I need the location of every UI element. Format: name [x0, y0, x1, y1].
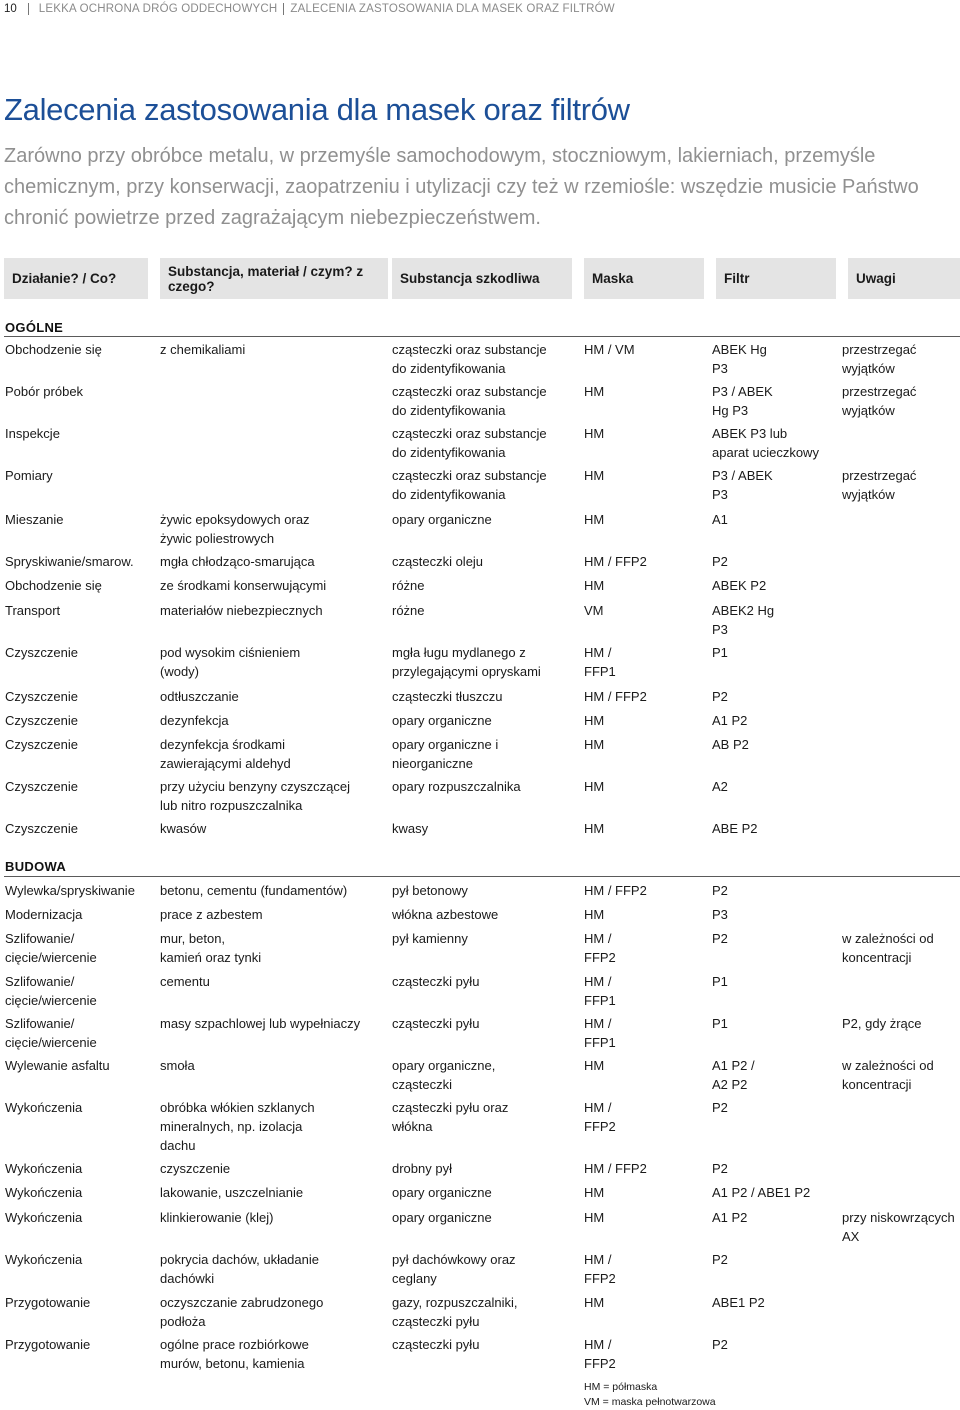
cell-mask: VM [584, 603, 604, 618]
cell-mask: HM / FFP2 [584, 883, 647, 898]
cell-action: Wykończenia [5, 1252, 83, 1267]
cell-action: Pomiary [5, 468, 53, 483]
cell-substance: pokrycia dachów, układanie dachówki [160, 1252, 319, 1286]
cell-action: Modernizacja [5, 907, 83, 922]
cell-filter: A1 P2 / A2 P2 [712, 1058, 755, 1092]
cell-substance: pod wysokim ciśnieniem (wody) [160, 645, 301, 679]
cell-action: Inspekcje [5, 426, 60, 441]
cell-substance: dezynfekcja [160, 713, 229, 728]
cell-hazard: cząsteczki pyłu oraz włókna [392, 1100, 509, 1134]
cell-substance: ogólne prace rozbiórkowe murów, betonu, kamienia [160, 1337, 309, 1371]
cell-substance: betonu, cementu (fundamentów) [160, 883, 348, 898]
cell-hazard: cząsteczki pyłu [392, 1016, 480, 1031]
column-header-hazard: Substancja szkodliwa [392, 258, 572, 299]
cell-mask: HM / FFP2 [584, 931, 616, 965]
cell-filter: P2 [712, 931, 728, 946]
cell-substance: cementu [160, 974, 210, 989]
cell-action: Spryskiwanie/smarow. [5, 554, 134, 569]
cell-filter: P2 [712, 883, 728, 898]
legend-hm: HM = półmaska [584, 1381, 658, 1393]
cell-substance: odtłuszczanie [160, 689, 239, 704]
cell-action: Czyszczenie [5, 645, 78, 660]
cell-hazard: cząsteczki pyłu [392, 974, 480, 989]
cell-action: Szlifowanie/ cięcie/wiercenie [5, 1016, 97, 1050]
cell-mask: HM / VM [584, 342, 635, 357]
cell-substance: żywic epoksydowych oraz żywic poliestrowych [160, 512, 310, 546]
cell-notes: w zależności od koncentracji [842, 931, 934, 965]
cell-substance: mur, beton, kamień oraz tynki [160, 931, 262, 965]
cell-filter: A2 [712, 779, 728, 794]
cell-filter: A1 P2 / ABE1 P2 [712, 1185, 811, 1200]
cell-hazard: opary organiczne i nieorganiczne [392, 737, 499, 771]
cell-hazard: cząsteczki oleju [392, 554, 484, 569]
cell-filter: P2 [712, 554, 728, 569]
cell-notes: przestrzegać wyjątków [842, 342, 917, 376]
cell-filter: A1 P2 [712, 713, 748, 728]
column-header-filter: Filtr [716, 258, 836, 299]
cell-hazard: różne [392, 578, 425, 593]
cell-substance: kwasów [160, 821, 207, 836]
cell-mask: HM [584, 821, 605, 836]
cell-action: Szlifowanie/ cięcie/wiercenie [5, 931, 97, 965]
cell-filter: P1 [712, 1016, 728, 1031]
cell-hazard: cząsteczki oraz substancje do zidentyfikowania [392, 342, 547, 376]
cell-filter: P1 [712, 645, 728, 660]
cell-filter: P1 [712, 974, 728, 989]
breadcrumb-section: LEKKA OCHRONA DRÓG ODDECHOWYCH [38, 3, 278, 15]
cell-action: Mieszanie [5, 512, 64, 527]
cell-mask: HM / FFP1 [584, 645, 616, 679]
cell-substance: oczyszczanie zabrudzonego podłoża [160, 1295, 324, 1329]
cell-mask: HM / FFP1 [584, 1016, 616, 1050]
cell-filter: P2 [712, 1252, 728, 1267]
cell-substance: prace z azbestem [160, 907, 263, 922]
header-divider [28, 3, 29, 15]
cell-hazard: opary organiczne [392, 713, 492, 728]
cell-action: Pobór próbek [5, 384, 84, 399]
cell-mask: HM [584, 1210, 605, 1225]
cell-filter: A1 [712, 512, 728, 527]
cell-action: Wykończenia [5, 1100, 83, 1115]
cell-action: Obchodzenie się [5, 342, 102, 357]
cell-filter: ABE1 P2 [712, 1295, 765, 1310]
cell-mask: HM [584, 468, 605, 483]
cell-filter: P3 / ABEK P3 [712, 468, 773, 502]
cell-mask: HM [584, 578, 605, 593]
cell-filter: P2 [712, 1161, 728, 1176]
intro-paragraph: Zarówno przy obróbce metalu, w przemyśle samochodowym, stoczniowym, lakierniach, przemyśle chemicznym, przy konserwacji, zaopatrzeniu i utylizacji czy też w rzemiośle: wszędzie musicie Państwo chronić powietrze przed zagrażającym niebezpieczeństwem. [4, 145, 919, 229]
cell-hazard: cząsteczki oraz substancje do zidentyfikowania [392, 468, 547, 502]
page-title: Zalecenia zastosowania dla masek oraz filtrów [4, 92, 630, 127]
legend-vm: VM = maska pełnotwarzowa [584, 1396, 716, 1408]
cell-mask: HM [584, 779, 605, 794]
cell-action: Przygotowanie [5, 1295, 91, 1310]
cell-hazard: mgła ługu mydlanego z przylegającymi opryskami [392, 645, 541, 679]
cell-mask: HM [584, 1295, 605, 1310]
section-divider [4, 336, 960, 337]
cell-action: Przygotowanie [5, 1337, 91, 1352]
cell-hazard: pył kamienny [392, 931, 468, 946]
cell-action: Wylewka/spryskiwanie [5, 883, 135, 898]
cell-action: Wykończenia [5, 1161, 83, 1176]
cell-filter: ABEK Hg P3 [712, 342, 767, 376]
cell-substance: smoła [160, 1058, 195, 1073]
section-divider [4, 876, 960, 877]
cell-substance: masy szpachlowej lub wypełniaczy [160, 1016, 361, 1031]
cell-hazard: cząsteczki oraz substancje do zidentyfikowania [392, 426, 547, 460]
section-heading: BUDOWA [5, 859, 67, 874]
cell-mask: HM [584, 713, 605, 728]
column-header-substance: Substancja, materiał / czym? z czego? [160, 258, 388, 299]
cell-mask: HM / FFP2 [584, 1337, 616, 1371]
cell-hazard: cząsteczki pyłu [392, 1337, 480, 1352]
page-number: 10 [4, 3, 17, 15]
cell-hazard: opary organiczne, cząsteczki [392, 1058, 496, 1092]
cell-action: Obchodzenie się [5, 578, 102, 593]
cell-substance: lakowanie, uszczelnianie [160, 1185, 304, 1200]
cell-filter: ABEK P2 [712, 578, 767, 593]
cell-hazard: opary organiczne [392, 1210, 492, 1225]
cell-action: Wylewanie asfaltu [5, 1058, 110, 1073]
cell-mask: HM / FFP2 [584, 689, 647, 704]
cell-hazard: cząsteczki tłuszczu [392, 689, 503, 704]
column-header-action: Działanie? / Co? [4, 258, 148, 299]
cell-action: Czyszczenie [5, 779, 78, 794]
breadcrumb-topic: ZALECENIA ZASTOSOWANIA DLA MASEK ORAZ FILTRÓW [290, 3, 615, 15]
cell-mask: HM / FFP2 [584, 1252, 616, 1286]
table-header [4, 258, 960, 299]
cell-hazard: kwasy [392, 821, 429, 836]
running-header [4, 1, 615, 17]
cell-filter: ABEK2 Hg P3 [712, 603, 775, 637]
cell-filter: P3 / ABEK Hg P3 [712, 384, 773, 418]
column-header-notes: Uwagi [848, 258, 960, 299]
cell-mask: HM [584, 907, 605, 922]
cell-hazard: drobny pył [392, 1161, 452, 1176]
cell-mask: HM [584, 384, 605, 399]
cell-notes: przy niskowrzących AX [842, 1210, 955, 1244]
cell-mask: HM / FFP2 [584, 554, 647, 569]
cell-substance: ze środkami konserwującymi [160, 578, 327, 593]
cell-substance: czyszczenie [160, 1161, 231, 1176]
cell-filter: ABE P2 [712, 821, 758, 836]
cell-notes: w zależności od koncentracji [842, 1058, 934, 1092]
cell-action: Czyszczenie [5, 737, 78, 752]
cell-notes: P2, gdy żrące [842, 1016, 922, 1031]
cell-mask: HM [584, 737, 605, 752]
cell-hazard: włókna azbestowe [392, 907, 499, 922]
column-header-mask: Maska [584, 258, 704, 299]
cell-action: Czyszczenie [5, 689, 78, 704]
cell-mask: HM [584, 1058, 605, 1073]
cell-substance: klinkierowanie (klej) [160, 1210, 274, 1225]
cell-hazard: opary organiczne [392, 1185, 492, 1200]
cell-mask: HM [584, 426, 605, 441]
cell-substance: materiałów niebezpiecznych [160, 603, 323, 618]
cell-hazard: gazy, rozpuszczalniki, cząsteczki pyłu [392, 1295, 518, 1329]
cell-mask: HM / FFP1 [584, 974, 616, 1008]
breadcrumb-divider [283, 3, 284, 15]
cell-filter: P2 [712, 1337, 728, 1352]
cell-mask: HM [584, 1185, 605, 1200]
cell-hazard: opary rozpuszczalnika [392, 779, 521, 794]
section-heading: OGÓLNE [5, 320, 64, 335]
cell-hazard: opary organiczne [392, 512, 492, 527]
cell-hazard: różne [392, 603, 425, 618]
cell-filter: P3 [712, 907, 728, 922]
cell-mask: HM / FFP2 [584, 1161, 647, 1176]
cell-filter: AB P2 [712, 737, 749, 752]
cell-substance: obróbka włókien szklanych mineralnych, np. izolacja dachu [160, 1100, 315, 1153]
cell-filter: P2 [712, 689, 728, 704]
cell-mask: HM / FFP2 [584, 1100, 616, 1134]
cell-filter: ABEK P3 lub aparat ucieczkowy [712, 426, 819, 460]
cell-action: Transport [5, 603, 61, 618]
cell-substance: dezynfekcja środkami zawierającymi aldehyd [160, 737, 291, 771]
cell-action: Czyszczenie [5, 821, 78, 836]
cell-substance: przy użyciu benzyny czyszczącej lub nitro rozpuszczalnika [160, 779, 351, 813]
cell-hazard: pył dachówkowy oraz ceglany [392, 1252, 516, 1286]
cell-filter: P2 [712, 1100, 728, 1115]
cell-notes: przestrzegać wyjątków [842, 468, 917, 502]
cell-substance: z chemikaliami [160, 342, 246, 357]
cell-action: Wykończenia [5, 1185, 83, 1200]
cell-action: Wykończenia [5, 1210, 83, 1225]
cell-filter: A1 P2 [712, 1210, 748, 1225]
cell-hazard: pył betonowy [392, 883, 468, 898]
cell-action: Czyszczenie [5, 713, 78, 728]
cell-mask: HM [584, 512, 605, 527]
cell-substance: mgła chłodząco-smarująca [160, 554, 315, 569]
cell-notes: przestrzegać wyjątków [842, 384, 917, 418]
cell-hazard: cząsteczki oraz substancje do zidentyfikowania [392, 384, 547, 418]
cell-action: Szlifowanie/ cięcie/wiercenie [5, 974, 97, 1008]
